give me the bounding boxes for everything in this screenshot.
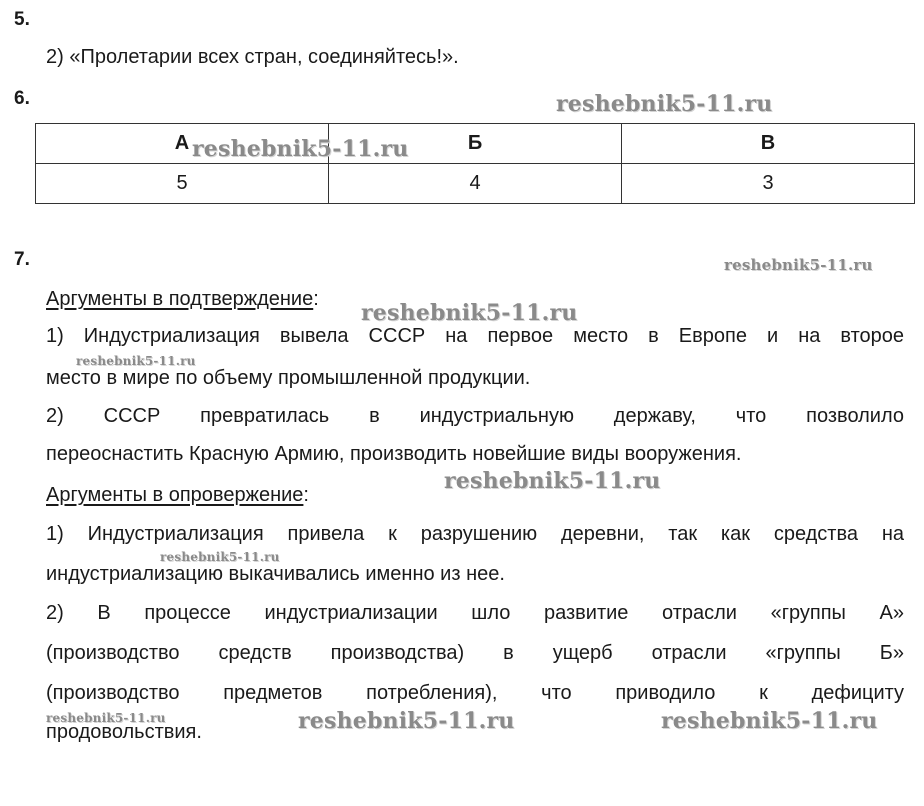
watermark: reshebnik5-11.ru bbox=[724, 256, 873, 274]
argument-against-1-line-1: 1) Индустриализация привела к разрушению деревни, так как средства на bbox=[46, 523, 904, 545]
answer-table bbox=[35, 123, 915, 204]
table-cell: 4 bbox=[329, 164, 622, 204]
watermark: reshebnik5-11.ru bbox=[661, 708, 878, 734]
arguments-for-heading-colon: : bbox=[313, 288, 319, 310]
arguments-against-heading bbox=[46, 484, 309, 507]
arguments-against-heading-text: Аргументы в опровержение bbox=[46, 484, 304, 506]
table-header-row bbox=[36, 124, 915, 164]
argument-for-2-line-2: переоснастить Красную Армию, производить новейшие виды вооружения. bbox=[46, 443, 742, 465]
argument-for-1-line-2: место в мире по объему промышленной продукции. bbox=[46, 367, 531, 389]
arguments-for-heading-text: Аргументы в подтверждение bbox=[46, 288, 314, 310]
watermark: reshebnik5-11.ru bbox=[361, 300, 578, 326]
table-cell: 5 bbox=[36, 164, 329, 204]
watermark: reshebnik5-11.ru bbox=[46, 711, 166, 725]
table-header-cell: А bbox=[36, 124, 329, 164]
arguments-for-heading bbox=[46, 288, 319, 311]
watermark: reshebnik5-11.ru bbox=[556, 91, 773, 117]
arguments-against-heading-colon: : bbox=[303, 484, 309, 506]
watermark: reshebnik5-11.ru bbox=[444, 468, 661, 494]
argument-for-1-line-1: 1) Индустриализация вывела СССР на первое место в Европе и на второе bbox=[46, 325, 904, 347]
watermark: reshebnik5-11.ru bbox=[160, 550, 280, 564]
table-row bbox=[36, 164, 915, 204]
watermark: reshebnik5-11.ru bbox=[298, 708, 515, 734]
argument-against-2-line-4: продовольствия. bbox=[46, 721, 202, 743]
table-header-cell: В bbox=[622, 124, 915, 164]
table-header-cell: Б bbox=[329, 124, 622, 164]
argument-for-2-line-1: 2) СССР превратилась в индустриальную державу, что позволило bbox=[46, 405, 904, 427]
argument-against-2-line-1: 2) В процессе индустриализации шло развитие отрасли «группы А» bbox=[46, 602, 904, 624]
question-6-number: 6. bbox=[14, 88, 30, 109]
question-5-number: 5. bbox=[14, 9, 30, 30]
question-7-number: 7. bbox=[14, 249, 30, 270]
watermark: reshebnik5-11.ru bbox=[192, 136, 409, 162]
watermark: reshebnik5-11.ru bbox=[76, 354, 196, 368]
table-cell: 3 bbox=[622, 164, 915, 204]
argument-against-1-line-2: индустриализацию выкачивались именно из нее. bbox=[46, 563, 505, 585]
question-5-answer: 2) «Пролетарии всех стран, соединяйтесь!». bbox=[46, 46, 459, 68]
argument-against-2-line-3: (производство предметов потребления), что приводило к дефициту bbox=[46, 682, 904, 704]
argument-against-2-line-2: (производство средств производства) в ущерб отрасли «группы Б» bbox=[46, 642, 904, 664]
